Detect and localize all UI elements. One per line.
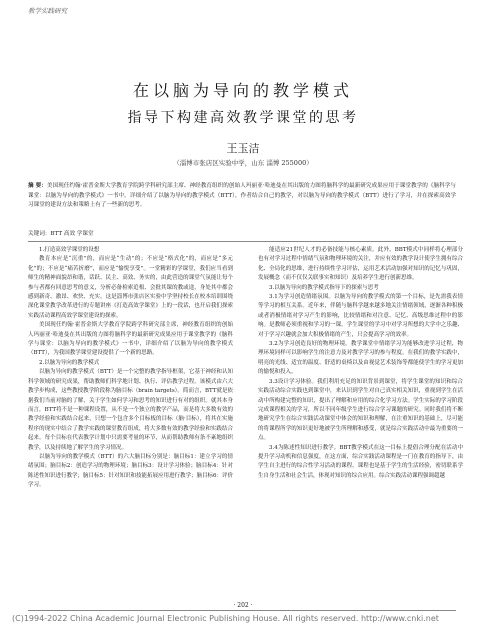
body-paragraph: 3.3设计学习体验。我们利用充足的知识背景到课堂，将学生课堂的知识和综合实践活动综合实践也到课堂中，来认识到学生对自己真实相关知识，重视到学生在活动中所构建完整的知识，提出了理解和应用的综合化学习方法。学生实际的学习阶段完成课程相关的学习，所以不同年级学生进行综合学习课题的研究。同时我们将不断地研究学生在综合实践活动课堂中体会的知识和理解，在注重知识的基础上，尽可能的将课程所学的知识更好地被学生所理解和感受，就是综合实践活动中最为重要的一点。 [258,378,463,442]
title-line-2: 指导下构建高效教学课堂的思考 [127,110,359,126]
page-number: · 202 · [233,602,253,609]
author-affiliation: （淄博市张店区实验中学，山东 淄博 255000） [173,159,313,167]
article-title [0,78,486,127]
abstract-text: 美国现任约翰·霍普金斯大学教育学院跨学科研究部主席、神经教育组织的创始人玛丽亚·哈迪曼在其出版的力图将脑科学的最新研究成果应用于课堂教学的《脑科学与课堂：以脑为导向的教学模式》一书中，详细介绍了以脑为导向的教学模式（BTT），作者结合自己的教学，对以脑为导向的教学模式（BTT）进行了学习，并在探索高效学习课堂的建设方法和策略上有了一些新的思考。 [28,183,456,208]
body-right-column [258,246,463,481]
abstract [28,182,456,211]
keywords-text: BTT 高效 学课堂 [50,231,94,237]
title-line-1: 在以脑为导向的教学模式 [132,81,353,100]
section-heading: 1.打造高效学课堂的设想 [39,247,100,253]
body-paragraph: 3.4为陈述性知识进行教学。BBT教学模式在这一目标上提倡合理分配在活动中提升学习动机和信息强度，在这方面，综合实践活动课程是一门在教育的指导下，由学生自主进行的综合性学习活动的课程。课程也是基于学生的生活经验，密切联系学生自身生活和社会生活，体现对知识的综合应用。综合实践活动课程强调超越 [258,444,463,479]
body-paragraph: 3.2为学习创造良好的物理环境。教学课堂中情绪学习为能够改进学习过程，物理环境同样可以影响学生的注意力及对教学学习的参与程度。在我们的教学实践中，明亮的光线、适宜的温度、舒适的桌椅以及由视觉艺术装饰等都能使学生的学习更加的愉悦和投入。 [258,341,463,376]
section-heading: 2.以脑为导向的教学模式 [39,359,100,366]
journal-section-header: 教学实践研究 [28,7,67,15]
abstract-label: 摘 要： [28,183,47,189]
body-left-column [28,246,233,491]
body-paragraph: 3.1为学习创造情绪氛围。以脑为导向的教学模式的第一个目标，是先需我表情等学习的相互关系。近年来，伴随与脑科学越来越多地关注情绪领域，逐渐各种积极或者消极情绪对学习产生的影响，比较情绪和对注意、记忆、高级思维过程中的影响。是教师必须重视和学习的一课。学生课堂的学习中对学习所想的大学中之乐趣、对于学习兴趣就会加大积极情绪的产生，只会提高学习的效率。 [258,294,463,338]
body-paragraph: 以脑为导向的教学模式（BTT）是一个完整的教学指导框架，它基于神经和认知科学领域的研究成果，帮助教师们科学地计划、执行、评估教学过程。该模式由六大教学步构成，这些教授教学阶段称为脑目标（brain targets）。简而言，BTT就是依据我们当前对脑的了解，关于学生如何学习和思考的知识进行有对的组织。就其本身而言，BTT将不是一种课程设置，从不是一个独立的教学产品，而是将大多数有效的教学经验和实践结合起来，只想一个包含多个目标板的目标（脑·目标），将其在实施程序的现实中结合了教学实践的课堂教育组成，将大多数有效的教学经验和实践结合起来。每个目标在代表教学计划中只需要考量的环节，从而帮助教师有条不紊地组织教学，以及持续地了解学生的学习情况。 [28,369,233,451]
keywords-label: 关键词： [28,231,51,237]
body-paragraph: 以脑为导向的教学模式（BTT）的六大脑目标分别是：脑目标1：建立学习的情绪氛围；脑目标2：创造学习的物理环境；脑目标3：设计学习体验；脑目标4：针对陈述性知识进行教学；脑目标5：针对知识和技能拓展应用进行教学；脑目标6：评价学习。 [28,453,234,489]
body-paragraph: 能适应21世纪人才的必备技能与核心素质。此外，BBT模式中同样将心理部分也有对学习过程中情绪气氛和物理环境的关注，并应有效的教学设计使学生拥有综合化、全局化的思维，进行持续性学习评估，运用艺术活动加强对知识的记忆与巩固，发展概念（而不仅仅关联事实和知识）及培养学生进行创新思维。 [258,247,463,282]
body-paragraph: 美国现任约翰·霍普金斯大学教育学院跨学科研究部主席，神经教育组织的创始人玛丽亚·哈迪曼在其出版的力图将脑科学的最新研究成果应用于课堂教学的《脑科学与课堂：以脑为导向的教学模式》一书中，详细介绍了以脑为导向的教学模式（BTT），为我国教学课堂建设提供了一个新的思路。 [28,322,233,357]
author-name: 王玉洁 [226,142,260,155]
copyright-footer: (C)1994-2022 China Academic Journal Electronic Publishing House. All rights reserved. http://www.cnki.net [12,614,439,623]
abstract-divider [28,241,456,242]
section-heading: 3.以脑为导向的教学模式指导下的探索与思考 [269,284,379,291]
keywords [28,229,456,237]
body-paragraph: 教育本应是“沉重”的，而应是“生动”的；不应是“格式化”的，而应是“多元化”的；不应是“痛苦折磨”，而应是“愉悦享受”。一堂精彩的学课堂，我们应当看到师生的精神面貌昂和谐，话跃、民主、高效、务实的，由此营造的课堂气氛能让每个参与者都有回意思考的意义，分析必备检索追根、会批其课的教或途，身处其中都会感到新奇、激昂、欢快、充实。这是淄博市张店区实验中学坚持校长在校本培训围绕深化课堂教学改革进行的专题讲座《打造高效学课堂》上的一段话，也开启我们探索实践活动课程高效学课堂建设的探索。 [28,256,233,319]
page-rule [28,610,456,611]
